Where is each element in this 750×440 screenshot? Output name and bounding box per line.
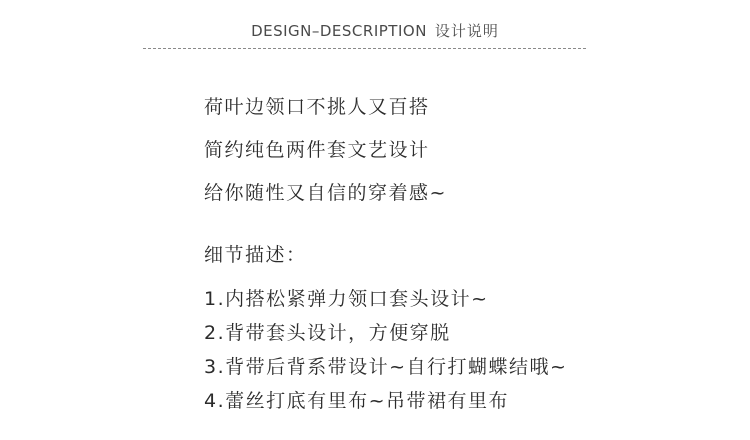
dashed-divider <box>143 48 586 49</box>
detail-item: 2.背带套头设计，方便穿脱 <box>204 322 451 344</box>
detail-item: 1.内搭松紧弹力领口套头设计~ <box>204 288 489 310</box>
intro-line: 荷叶边领口不挑人又百搭 <box>204 96 430 118</box>
detail-item: 3.背带后背系带设计~自行打蝴蝶结哦~ <box>204 356 568 378</box>
section-title-cn: 设计说明 <box>434 22 499 40</box>
section-title-en: DESIGN–DESCRIPTION <box>251 22 427 40</box>
intro-line: 给你随性又自信的穿着感~ <box>204 182 447 204</box>
detail-item: 4.蕾丝打底有里布~吊带裙有里布 <box>204 390 510 412</box>
intro-list <box>204 86 447 215</box>
details-list <box>204 282 567 418</box>
section-title <box>0 20 750 41</box>
details-heading: 细节描述： <box>204 244 307 266</box>
intro-line: 简约纯色两件套文艺设计 <box>204 139 430 161</box>
